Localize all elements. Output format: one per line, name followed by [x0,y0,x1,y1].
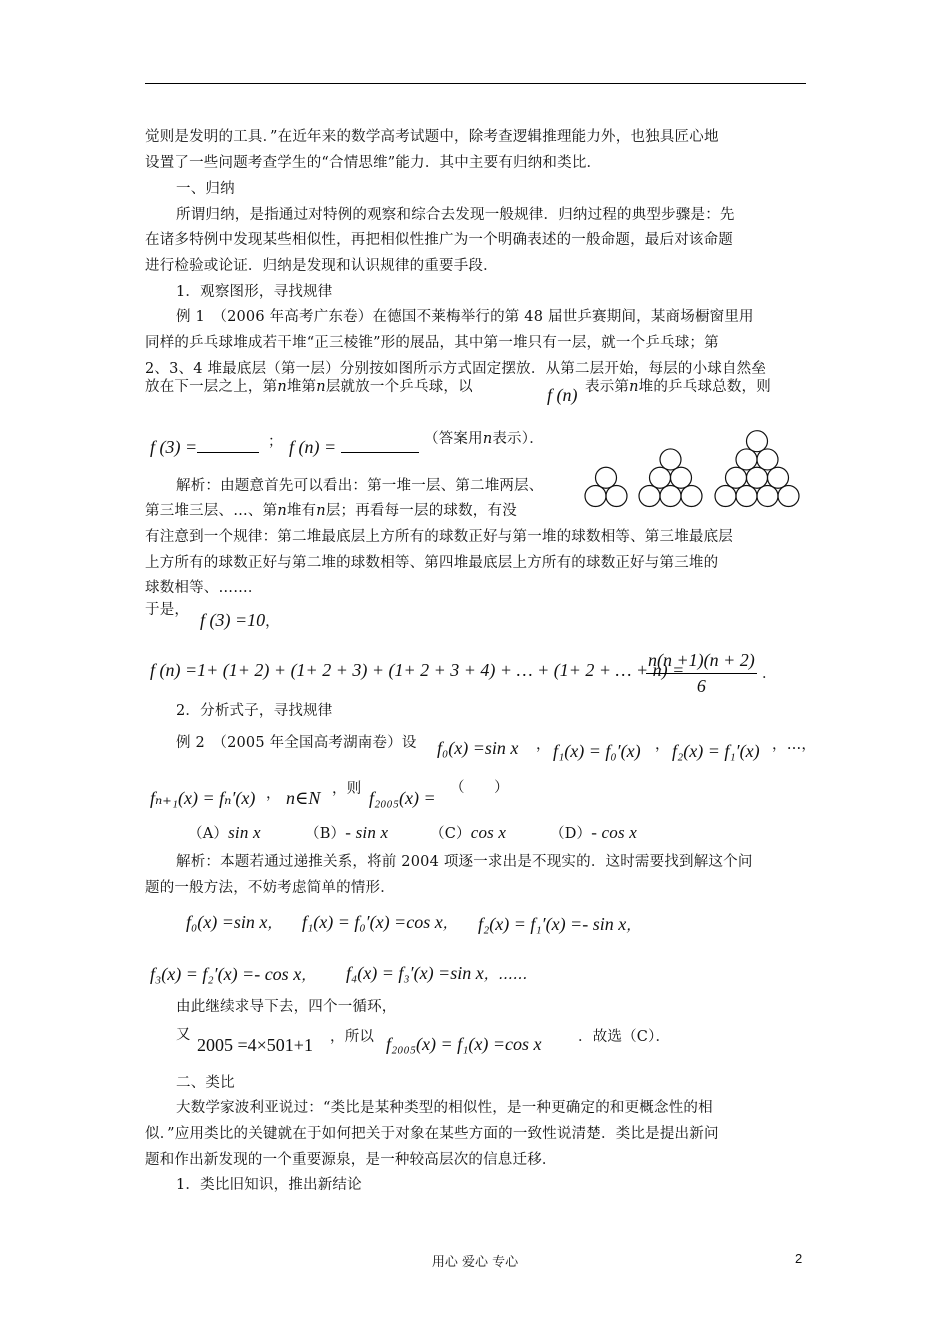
ball [747,467,768,488]
solution-2-line: 由此继续求导下去，四个一循环， [176,999,397,1015]
analogy-line: 题和作出新发现的一个重要源泉，是一种较高层次的信息迁移． [145,1152,557,1168]
page-number: 2 [795,1251,803,1266]
answer-blank-f3[interactable] [197,438,259,453]
comma: ， [655,737,670,753]
period: ． [762,666,777,682]
solution-1-line: 上方所有的球数正好与第二堆的球数相等、第四堆最底层上方所有的球数正好与第三堆的 [145,555,719,571]
section-heading-induction: 一、归纳 [176,181,235,197]
ball [778,486,799,507]
option-c[interactable]: （C）cos x [430,823,507,842]
ball [726,467,747,488]
analogy-line: 大数学家波利亚说过：“类比是某种类型的相似性，是一种更确定的和更概念性的相 [176,1100,713,1116]
ball [660,486,681,507]
section-heading-analogy: 二、类比 [176,1075,235,1091]
option-d[interactable]: （D）- cos x [550,823,638,842]
question-fn: f (n) = [289,437,419,458]
semicolon: ； [268,434,283,450]
pyramid-figure [584,426,802,510]
example-1-line: 例 1 （2006 年高考广东卷）在德国不莱梅举行的第 48 届世乒赛期间，某商场橱窗里用 [176,309,754,325]
page-footer: 用心 爱心 专心 [431,1255,519,1270]
text-line: 进行检验或论证．归纳是发现和认识规律的重要手段． [145,258,498,274]
ball [715,486,736,507]
math-2005: 2005 =4×501+1 [197,1035,313,1055]
ball [757,486,778,507]
answer-hint: （答案用n表示）． [424,431,544,447]
example-1-line: 同样的乒乓球堆成若干堆“正三棱锥”形的展品，其中第一堆只有一层，就一个乒乓球；第 [145,335,719,351]
formula-fraction: $\frac{n(n +1)(n + 2)}{6}$ [648,650,755,696]
text-line: 在诸多特例中发现某些相似性，再把相似性推广为一个明确表述的一般命题，最后对该命题 [145,232,733,248]
math-f2: f₂(x) = f₁′(x) [672,741,760,761]
derivative-f4: f₄(x) = f₃′(x) =sin x，…… [346,963,528,983]
math-fn1: fₙ₊₁(x) = fₙ′(x) [150,788,256,808]
solution-1-line: 第三堆三层、…、第n堆有n层；再看每一层的球数，有没 [145,503,517,519]
header-rule [145,83,806,84]
formula-fn-sum: f (n) =1+ (1+ 2) + (1+ 2 + 3) + (1+ 2 + 3 + 4) + … + (1+ 2 + … + n) = [150,660,685,680]
comma: ， [266,786,281,802]
solution-1-line: 有注意到一个规律：第二堆最底层上方所有的球数正好与第一堆的球数相等、第三堆最底层 [145,529,733,545]
analogy-line: 似．”应用类比的关键就在于如何把关于对象在某些方面的一致性说清楚．类比是提出新问 [145,1126,719,1142]
answer-choice: ．故选（C）． [578,1029,671,1045]
subheading-analogy-old-knowledge: 1．类比旧知识，推出新结论 [176,1177,362,1193]
derivative-f3: f₃(x) = f₂′(x) =- cos x， [150,964,316,984]
example-1-line: 放在下一层之上，第n堆第n层就放一个乒乓球，以 [145,379,473,395]
math-f0: f₀(x) =sin x [437,738,519,758]
text-line: 所谓归纳，是指通过对特例的观察和综合去发现一般规律．归纳过程的典型步骤是：先 [176,207,735,223]
pile-3-base [639,449,702,507]
comma: ， [536,737,551,753]
ball [606,486,627,507]
ball [585,486,606,507]
solution-1-line: 球数相等、……． [145,580,263,596]
ball [768,467,789,488]
derivative-f2: f₂(x) = f₁′(x) =- sin x， [478,914,641,934]
text-line: 觉则是发明的工具．”在近年来的数学高考试题中，除考查逻辑推理能力外，也独具匠心地 [145,129,719,145]
text-so: ，所以 [330,1029,375,1045]
derivative-f0: f₀(x) =sin x， [186,912,282,932]
ball [660,449,681,470]
ball [736,449,757,470]
example-2-line: 例 2 （2005 年全国高考湖南卷）设 [176,735,417,751]
solution-1-line: 解析：由题意首先可以看出：第一堆一层、第二堆两层、 [176,478,544,494]
ball [681,486,702,507]
example-1-line: 表示第n堆的乒乓球总数，则 [585,379,771,395]
pile-2-base [585,467,627,506]
math-fn: f (n) [547,385,578,405]
option-b[interactable]: （B）- sin x [305,823,389,842]
pile-4-base [715,431,799,507]
text-also: 又 [176,1027,191,1043]
solution-1-line: 于是， [145,602,190,618]
option-a[interactable]: （A）sin x [188,823,261,842]
ball [757,449,778,470]
example-1-line: 2、3、4 堆最底层（第一层）分别按如图所示方式固定摆放．从第二层开始，每层的小球自然垒 [145,361,767,377]
math-f2005-result: f₂₀₀₅(x) = f₁(x) =cos x [386,1034,542,1054]
answer-paren: （ ） [450,780,509,796]
ball [650,467,671,488]
solution-2-line: 题的一般方法，不妨考虑简单的情形． [145,880,395,896]
then: ，则 [332,781,362,797]
ball [671,467,692,488]
subheading-observe-figures: 1．观察图形，寻找规律 [176,284,333,300]
ellipsis: ，…， [772,737,817,753]
derivative-f1: f₁(x) = f₀′(x) =cos x， [302,912,458,932]
solution-2-line: 解析：本题若通过递推关系，将前 2004 项逐一求出是不现实的．这时需要找到解这个问 [176,854,753,870]
answer-blank-fn[interactable] [341,438,419,453]
ball [639,486,660,507]
subheading-analyze-expressions: 2．分析式子，寻找规律 [176,703,333,719]
math-f1: f₁(x) = f₀′(x) [553,741,641,761]
ball [736,486,757,507]
ball [747,431,768,452]
result-f3: f (3) =10， [200,610,280,630]
ball [596,467,617,488]
text-line: 设置了一些问题考查学生的“合情思维”能力．其中主要有归纳和类比． [145,155,602,171]
question-f3: f (3) = [150,437,259,458]
math-f2005: f₂₀₀₅(x) = [369,788,436,808]
math-nN: n∈N [286,788,321,808]
